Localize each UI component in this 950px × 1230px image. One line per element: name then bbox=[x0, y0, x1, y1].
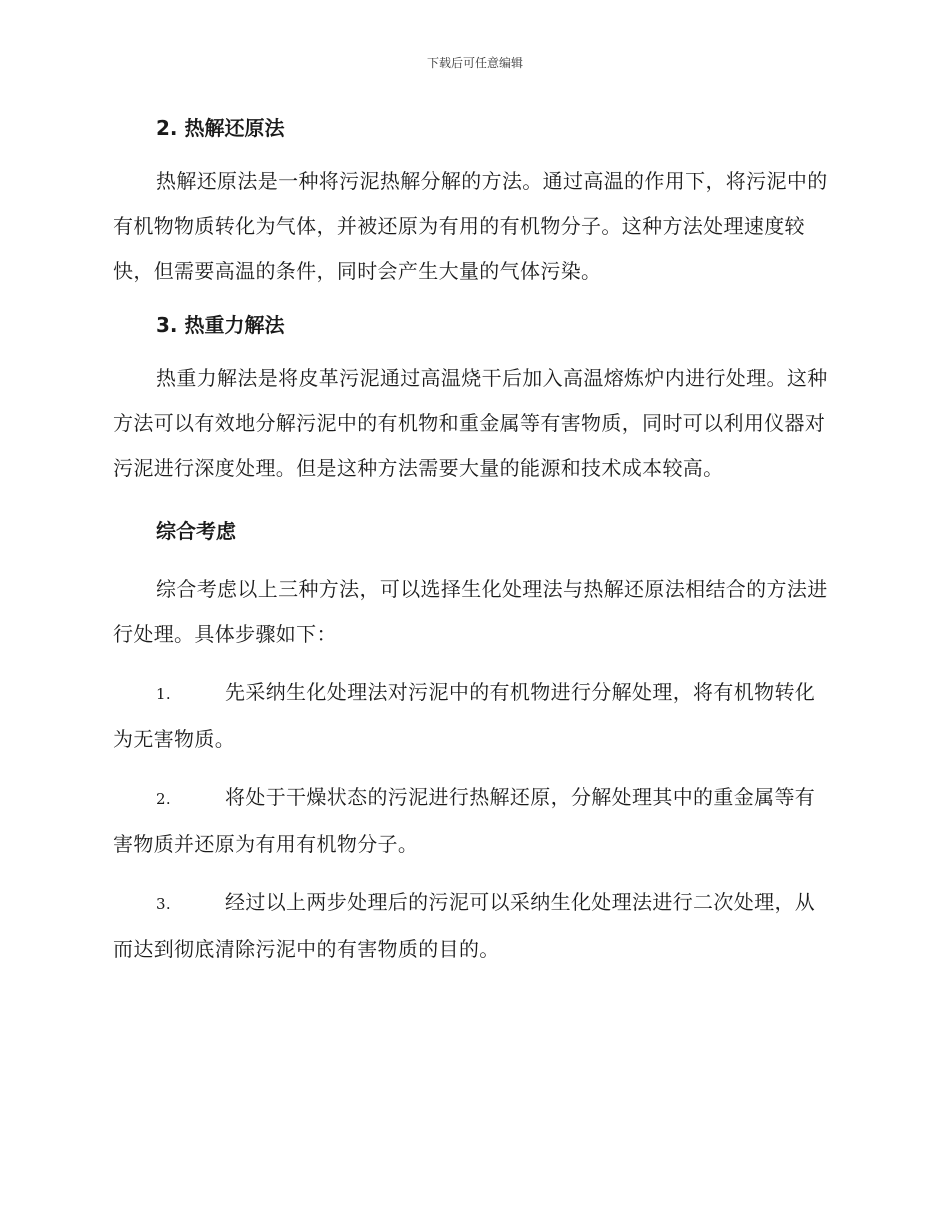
list-item-text: 先采纳生化处理法对污泥中的有机物进行分解处理，将有机物转化为无害物质。 bbox=[113, 680, 816, 751]
list-item-text: 将处于干燥状态的污泥进行热解还原，分解处理其中的重金属等有害物质并还原为有用有机物分子。 bbox=[113, 785, 816, 856]
list-item-number: 3. bbox=[156, 895, 172, 913]
page-header: 下载后可任意编辑 bbox=[426, 56, 523, 70]
document-body bbox=[113, 110, 835, 972]
list-item-number: 1. bbox=[156, 685, 172, 703]
section-paragraph-pyrolysis: 热解还原法是一种将污泥热解分解的方法。通过高温的作用下，将污泥中的有机物物质转化为气体，并被还原为有用的有机物分子。这种方法处理速度较快，但需要高温的条件，同时会产生大量的气体污染。 bbox=[113, 169, 828, 283]
list-item-text: 经过以上两步处理后的污泥可以采纳生化处理法进行二次处理，从而达到彻底清除污泥中的有害物质的目的。 bbox=[113, 890, 816, 961]
section-paragraph-summary: 综合考虑以上三种方法，可以选择生化处理法与热解还原法相结合的方法进行处理。具体步骤如下： bbox=[113, 577, 828, 646]
section-heading-thermogravimetric: 3. 热重力解法 bbox=[156, 313, 285, 337]
list-item-number: 2. bbox=[156, 790, 172, 808]
list-item bbox=[113, 775, 835, 867]
section-paragraph-thermogravimetric: 热重力解法是将皮革污泥通过高温烧干后加入高温熔炼炉内进行处理。这种方法可以有效地分解污泥中的有机物和重金属等有害物质，同时可以利用仪器对污泥进行深度处理。但是这种方法需要大量的能源和技术成本较高。 bbox=[113, 366, 828, 480]
list-item bbox=[113, 670, 835, 762]
list-item bbox=[113, 880, 835, 972]
section-heading-summary: 综合考虑 bbox=[156, 519, 236, 543]
section-heading-pyrolysis: 2. 热解还原法 bbox=[156, 116, 285, 140]
